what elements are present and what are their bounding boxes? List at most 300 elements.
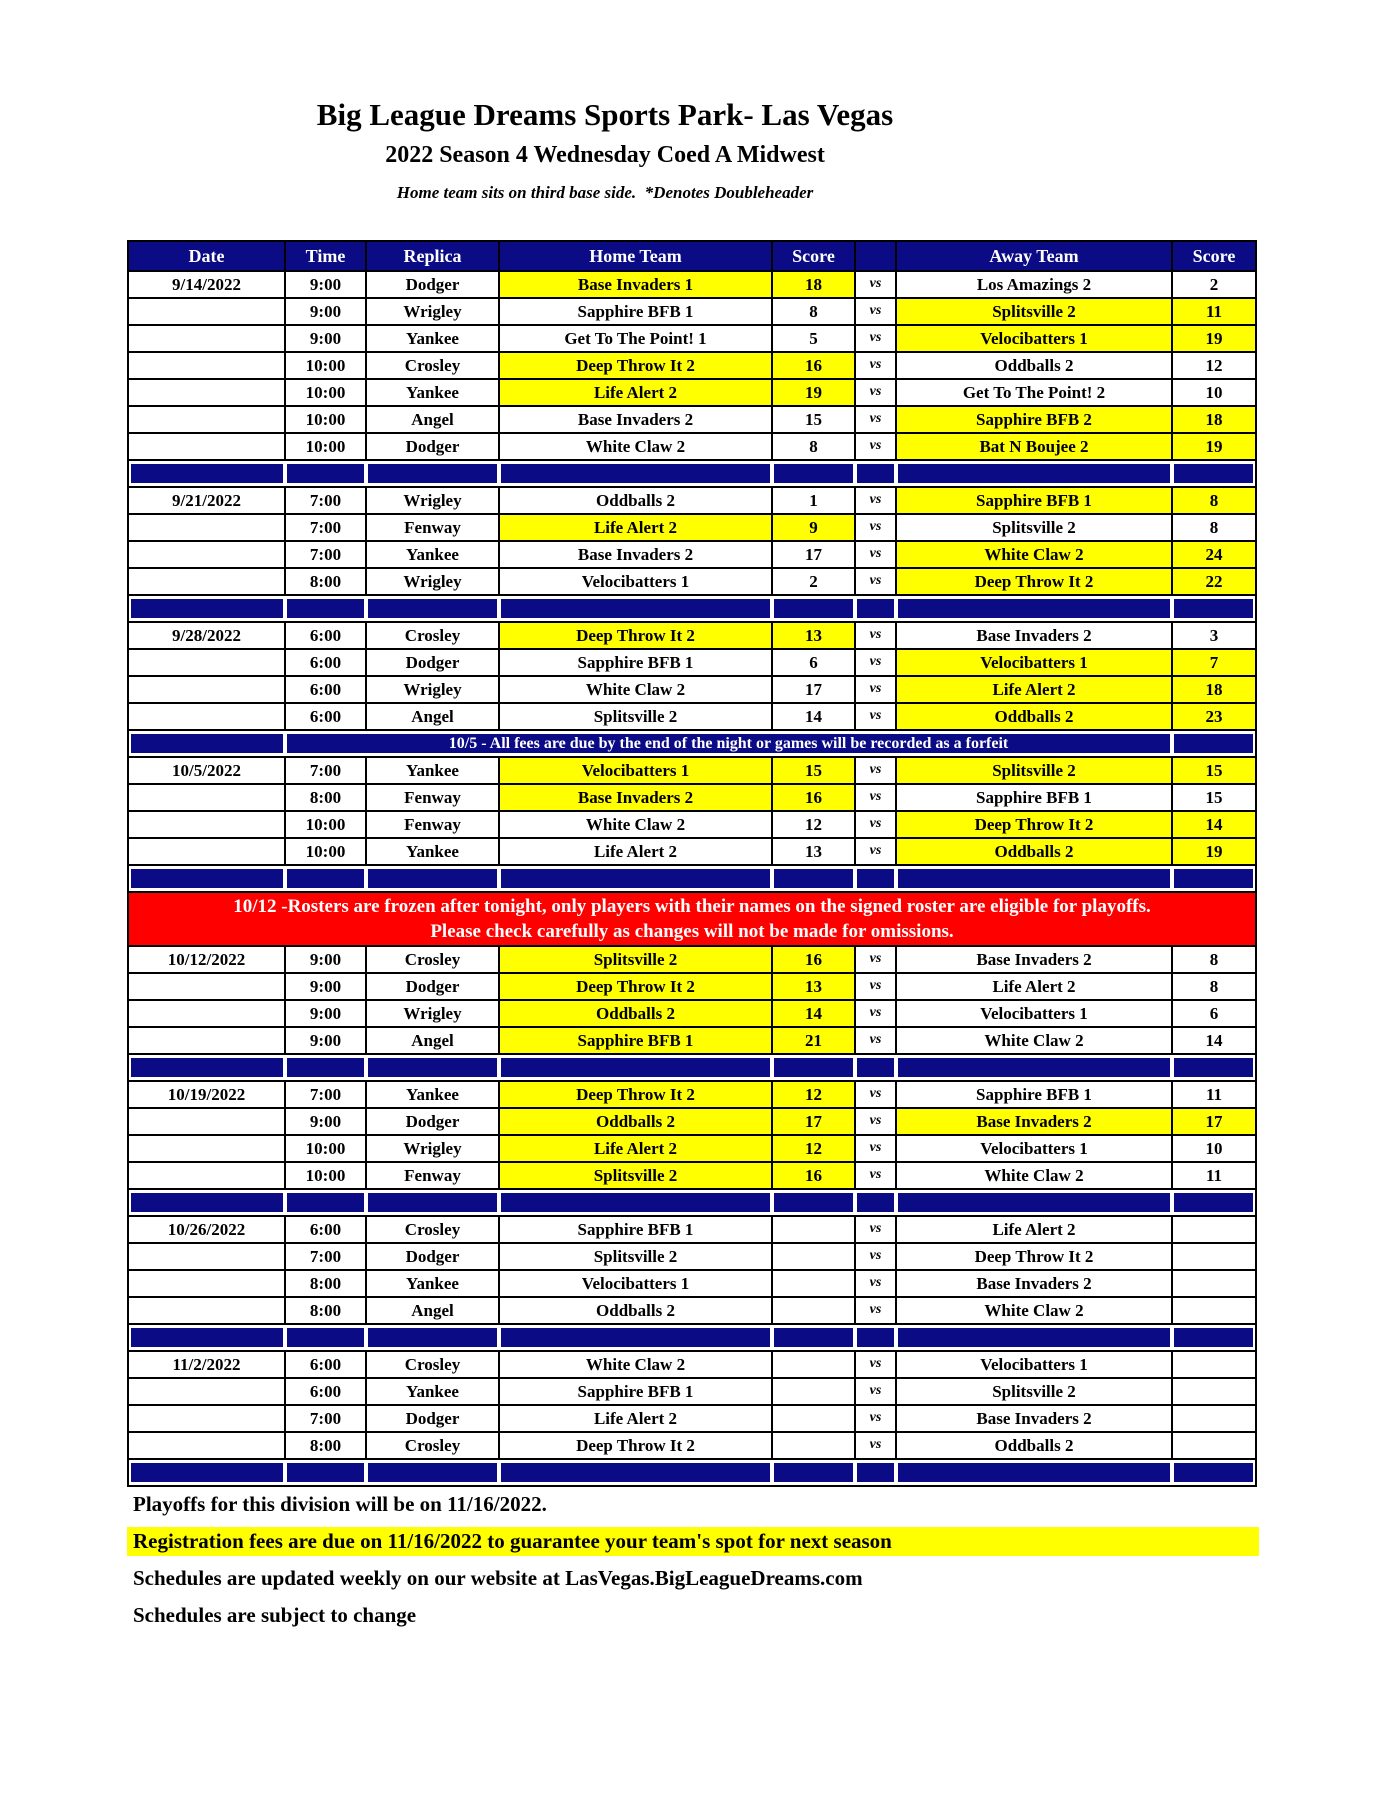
page-subtitle: 2022 Season 4 Wednesday Coed A Midwest: [385, 142, 825, 168]
separator-band: [898, 464, 1170, 483]
replica-cell: Wrigley: [366, 1135, 499, 1162]
separator-cell: [1172, 730, 1256, 757]
home-score-cell: 12: [772, 1081, 855, 1108]
separator-cell: [1172, 1459, 1256, 1486]
vs-label: vs: [855, 1081, 896, 1108]
away-score-cell: [1172, 1351, 1256, 1378]
website-note: Schedules are updated weekly on our website at LasVegas.BigLeagueDreams.com: [133, 1566, 863, 1590]
away-score-cell: [1172, 1405, 1256, 1432]
home-team-note: Home team sits on third base side. *Denotes Doubleheader: [396, 183, 814, 202]
replica-cell: Angel: [366, 1027, 499, 1054]
away-score-cell: 8: [1172, 487, 1256, 514]
home-score-cell: 13: [772, 622, 855, 649]
separator-band: [368, 464, 497, 483]
time-cell: 7:00: [285, 514, 366, 541]
separator-band: [774, 1328, 853, 1347]
away-score-cell: 11: [1172, 1081, 1256, 1108]
vs-label: vs: [855, 757, 896, 784]
date-cell: [128, 1000, 285, 1027]
separator-band: [501, 464, 770, 483]
date-cell: 9/14/2022: [128, 271, 285, 298]
away-score-cell: 11: [1172, 298, 1256, 325]
replica-cell: Yankee: [366, 541, 499, 568]
replica-cell: Yankee: [366, 1378, 499, 1405]
vs-label: vs: [855, 487, 896, 514]
vs-label: vs: [855, 973, 896, 1000]
home-team-cell: Splitsville 2: [499, 703, 772, 730]
game-row: [128, 703, 1256, 730]
separator-band: [857, 869, 894, 888]
away-score-cell: [1172, 1297, 1256, 1324]
separator-band: [1174, 869, 1253, 888]
time-cell: 10:00: [285, 838, 366, 865]
separator-band: [287, 1193, 364, 1212]
time-cell: 9:00: [285, 298, 366, 325]
home-score-cell: 16: [772, 784, 855, 811]
separator-cell: [896, 1324, 1172, 1351]
replica-cell: Fenway: [366, 1162, 499, 1189]
separator-band: [287, 599, 364, 618]
time-cell: 7:00: [285, 1081, 366, 1108]
separator-cell: [128, 1189, 285, 1216]
separator-cell: [855, 1459, 896, 1486]
away-score-cell: 15: [1172, 757, 1256, 784]
separator-band: [898, 1463, 1170, 1482]
separator-band: [898, 599, 1170, 618]
home-team-cell: White Claw 2: [499, 676, 772, 703]
vs-label: vs: [855, 1162, 896, 1189]
replica-cell: Crosley: [366, 946, 499, 973]
replica-cell: Dodger: [366, 1243, 499, 1270]
game-row: [128, 433, 1256, 460]
home-team-cell: Sapphire BFB 1: [499, 649, 772, 676]
column-header-date: Date: [128, 241, 285, 271]
home-team-cell: White Claw 2: [499, 1351, 772, 1378]
date-cell: 10/26/2022: [128, 1216, 285, 1243]
vs-label: vs: [855, 325, 896, 352]
away-team-cell: Base Invaders 2: [896, 1405, 1172, 1432]
date-cell: [128, 1135, 285, 1162]
home-team-cell: Splitsville 2: [499, 1243, 772, 1270]
replica-cell: Dodger: [366, 1405, 499, 1432]
replica-cell: Dodger: [366, 973, 499, 1000]
playoffs-note: Playoffs for this division will be on 11/16/2022.: [133, 1492, 547, 1516]
time-cell: 9:00: [285, 271, 366, 298]
away-score-cell: 10: [1172, 1135, 1256, 1162]
replica-cell: Yankee: [366, 757, 499, 784]
vs-label: vs: [855, 352, 896, 379]
separator-band: [857, 1328, 894, 1347]
date-cell: [128, 676, 285, 703]
time-cell: 6:00: [285, 703, 366, 730]
away-team-cell: Base Invaders 2: [896, 1108, 1172, 1135]
away-team-cell: Velocibatters 1: [896, 1135, 1172, 1162]
home-team-cell: Base Invaders 1: [499, 271, 772, 298]
separator-cell: [499, 460, 772, 487]
separator-cell: [366, 1189, 499, 1216]
game-row: [128, 379, 1256, 406]
column-header-vs: [855, 241, 896, 271]
away-score-cell: 14: [1172, 811, 1256, 838]
separator-band: [774, 1058, 853, 1077]
replica-cell: Wrigley: [366, 298, 499, 325]
away-team-cell: Los Amazings 2: [896, 271, 1172, 298]
vs-label: vs: [855, 271, 896, 298]
separator-band: [501, 1463, 770, 1482]
separator-cell: [772, 595, 855, 622]
home-score-cell: 14: [772, 703, 855, 730]
time-cell: 8:00: [285, 784, 366, 811]
separator-band: [287, 1328, 364, 1347]
away-score-cell: 10: [1172, 379, 1256, 406]
replica-cell: Yankee: [366, 379, 499, 406]
page-headings: [40, 98, 1170, 202]
date-cell: [128, 1270, 285, 1297]
separator-band: [857, 1058, 894, 1077]
separator-band: [368, 1058, 497, 1077]
away-score-cell: 18: [1172, 676, 1256, 703]
game-row: [128, 352, 1256, 379]
game-row: [128, 1378, 1256, 1405]
separator-band: [287, 1463, 364, 1482]
time-cell: 6:00: [285, 676, 366, 703]
separator-cell: [499, 595, 772, 622]
away-score-cell: 19: [1172, 325, 1256, 352]
time-cell: 6:00: [285, 1378, 366, 1405]
vs-label: vs: [855, 1270, 896, 1297]
replica-cell: Crosley: [366, 1432, 499, 1459]
home-team-cell: Velocibatters 1: [499, 757, 772, 784]
vs-label: vs: [855, 1378, 896, 1405]
home-team-cell: Sapphire BFB 1: [499, 1216, 772, 1243]
home-score-cell: 16: [772, 1162, 855, 1189]
separator-cell: [1172, 1324, 1256, 1351]
replica-cell: Fenway: [366, 784, 499, 811]
date-cell: [128, 1432, 285, 1459]
separator-cell: [499, 1189, 772, 1216]
time-cell: 7:00: [285, 757, 366, 784]
separator-cell: [285, 1459, 366, 1486]
date-cell: [128, 838, 285, 865]
separator-band: [857, 464, 894, 483]
home-score-cell: 12: [772, 811, 855, 838]
date-cell: [128, 298, 285, 325]
replica-cell: Wrigley: [366, 1000, 499, 1027]
separator-band: [131, 734, 283, 753]
replica-cell: Fenway: [366, 811, 499, 838]
separator-cell: [128, 1054, 285, 1081]
separator-cell: [128, 460, 285, 487]
separator-cell: [772, 1189, 855, 1216]
game-row: [128, 1027, 1256, 1054]
home-team-cell: Velocibatters 1: [499, 568, 772, 595]
separator-cell: [772, 865, 855, 892]
replica-cell: Yankee: [366, 1081, 499, 1108]
home-score-cell: 15: [772, 406, 855, 433]
separator-cell: [772, 460, 855, 487]
separator-row: [128, 1189, 1256, 1216]
away-score-cell: 24: [1172, 541, 1256, 568]
time-cell: 7:00: [285, 1243, 366, 1270]
column-header-home-team: Home Team: [499, 241, 772, 271]
home-team-cell: Life Alert 2: [499, 379, 772, 406]
separator-band: [1174, 464, 1253, 483]
separator-cell: [896, 1189, 1172, 1216]
separator-band: [1174, 1193, 1253, 1212]
away-team-cell: Sapphire BFB 2: [896, 406, 1172, 433]
game-row: [128, 622, 1256, 649]
notice-red-banner: [128, 892, 1256, 946]
vs-label: vs: [855, 811, 896, 838]
separator-cell: [1172, 460, 1256, 487]
home-score-cell: [772, 1378, 855, 1405]
date-cell: 9/21/2022: [128, 487, 285, 514]
date-cell: 10/5/2022: [128, 757, 285, 784]
separator-cell: [896, 1459, 1172, 1486]
separator-cell: [285, 1189, 366, 1216]
away-score-cell: 12: [1172, 352, 1256, 379]
separator-cell: [285, 865, 366, 892]
away-team-cell: Life Alert 2: [896, 973, 1172, 1000]
vs-label: vs: [855, 1351, 896, 1378]
game-row: [128, 1351, 1256, 1378]
separator-band: [774, 1463, 853, 1482]
column-header-home-score: Score: [772, 241, 855, 271]
replica-cell: Dodger: [366, 433, 499, 460]
date-cell: [128, 649, 285, 676]
away-score-cell: 6: [1172, 1000, 1256, 1027]
column-header-away-team: Away Team: [896, 241, 1172, 271]
separator-cell: [366, 460, 499, 487]
home-score-cell: 13: [772, 838, 855, 865]
column-header-time: Time: [285, 241, 366, 271]
game-row: [128, 757, 1256, 784]
away-team-cell: Sapphire BFB 1: [896, 1081, 1172, 1108]
home-score-cell: 1: [772, 487, 855, 514]
home-score-cell: [772, 1405, 855, 1432]
time-cell: 10:00: [285, 1135, 366, 1162]
date-cell: [128, 1405, 285, 1432]
game-row: [128, 838, 1256, 865]
home-team-cell: White Claw 2: [499, 811, 772, 838]
separator-band: [501, 869, 770, 888]
vs-label: vs: [855, 1297, 896, 1324]
separator-cell: [772, 1324, 855, 1351]
away-score-cell: 22: [1172, 568, 1256, 595]
home-score-cell: [772, 1243, 855, 1270]
away-team-cell: Sapphire BFB 1: [896, 487, 1172, 514]
date-cell: [128, 1243, 285, 1270]
separator-cell: [128, 595, 285, 622]
game-row: [128, 1162, 1256, 1189]
separator-band: [287, 869, 364, 888]
date-cell: [128, 973, 285, 1000]
replica-cell: Crosley: [366, 1351, 499, 1378]
time-cell: 10:00: [285, 1162, 366, 1189]
separator-band: [131, 1193, 283, 1212]
separator-cell: [1172, 865, 1256, 892]
home-score-cell: 18: [772, 271, 855, 298]
separator-cell: [128, 730, 285, 757]
game-row: [128, 1081, 1256, 1108]
separator-band: [898, 1193, 1170, 1212]
separator-band: [131, 1328, 283, 1347]
separator-band: [368, 1463, 497, 1482]
separator-cell: [285, 1324, 366, 1351]
separator-band: [898, 869, 1170, 888]
replica-cell: Fenway: [366, 514, 499, 541]
vs-label: vs: [855, 838, 896, 865]
separator-cell: [896, 595, 1172, 622]
home-team-cell: Oddballs 2: [499, 487, 772, 514]
separator-band: [1174, 1058, 1253, 1077]
away-team-cell: Splitsville 2: [896, 298, 1172, 325]
separator-cell: [128, 1459, 285, 1486]
vs-label: vs: [855, 433, 896, 460]
vs-label: vs: [855, 649, 896, 676]
home-score-cell: [772, 1432, 855, 1459]
vs-label: vs: [855, 1000, 896, 1027]
away-score-cell: [1172, 1270, 1256, 1297]
away-team-cell: Base Invaders 2: [896, 1270, 1172, 1297]
away-score-cell: 7: [1172, 649, 1256, 676]
separator-cell: [772, 1459, 855, 1486]
separator-band: [368, 1328, 497, 1347]
home-team-cell: Life Alert 2: [499, 838, 772, 865]
game-row: [128, 568, 1256, 595]
separator-cell: [499, 1459, 772, 1486]
away-score-cell: [1172, 1432, 1256, 1459]
separator-cell: [499, 1324, 772, 1351]
game-row: [128, 541, 1256, 568]
away-team-cell: Get To The Point! 2: [896, 379, 1172, 406]
away-team-cell: Velocibatters 1: [896, 649, 1172, 676]
separator-cell: [285, 460, 366, 487]
notice-blue-row: [128, 730, 1256, 757]
game-row: [128, 649, 1256, 676]
game-row: [128, 406, 1256, 433]
separator-band: [131, 464, 283, 483]
home-score-cell: 14: [772, 1000, 855, 1027]
vs-label: vs: [855, 1405, 896, 1432]
home-score-cell: 12: [772, 1135, 855, 1162]
home-team-cell: Deep Throw It 2: [499, 1081, 772, 1108]
home-score-cell: 17: [772, 541, 855, 568]
replica-cell: Crosley: [366, 622, 499, 649]
separator-band: [774, 1193, 853, 1212]
game-row: [128, 487, 1256, 514]
away-score-cell: 3: [1172, 622, 1256, 649]
home-score-cell: 2: [772, 568, 855, 595]
time-cell: 7:00: [285, 1405, 366, 1432]
away-team-cell: Sapphire BFB 1: [896, 784, 1172, 811]
date-cell: [128, 568, 285, 595]
away-score-cell: 8: [1172, 514, 1256, 541]
separator-band: [368, 1193, 497, 1212]
game-row: [128, 1135, 1256, 1162]
time-cell: 10:00: [285, 433, 366, 460]
game-row: [128, 1243, 1256, 1270]
time-cell: 8:00: [285, 1270, 366, 1297]
away-team-cell: Deep Throw It 2: [896, 811, 1172, 838]
home-score-cell: 19: [772, 379, 855, 406]
away-score-cell: 8: [1172, 946, 1256, 973]
replica-cell: Dodger: [366, 649, 499, 676]
date-cell: [128, 406, 285, 433]
game-row: [128, 946, 1256, 973]
column-header-replica: Replica: [366, 241, 499, 271]
separator-cell: [855, 1324, 896, 1351]
date-cell: [128, 352, 285, 379]
time-cell: 6:00: [285, 1351, 366, 1378]
separator-band: [501, 1193, 770, 1212]
separator-band: [857, 1193, 894, 1212]
game-row: [128, 811, 1256, 838]
home-score-cell: 17: [772, 676, 855, 703]
game-row: [128, 1000, 1256, 1027]
schedule-table: [127, 240, 1257, 1487]
game-row: [128, 973, 1256, 1000]
separator-cell: [855, 1054, 896, 1081]
separator-band: [368, 599, 497, 618]
page-footer: [127, 1490, 1259, 1638]
date-cell: 10/12/2022: [128, 946, 285, 973]
home-score-cell: 8: [772, 433, 855, 460]
home-score-cell: [772, 1297, 855, 1324]
game-row: [128, 1432, 1256, 1459]
away-score-cell: [1172, 1216, 1256, 1243]
time-cell: 6:00: [285, 622, 366, 649]
game-row: [128, 271, 1256, 298]
time-cell: 9:00: [285, 325, 366, 352]
separator-band: [501, 1328, 770, 1347]
vs-label: vs: [855, 514, 896, 541]
page-title: Big League Dreams Sports Park- Las Vegas: [316, 97, 894, 132]
time-cell: 7:00: [285, 541, 366, 568]
time-cell: 9:00: [285, 1027, 366, 1054]
away-team-cell: Base Invaders 2: [896, 622, 1172, 649]
away-team-cell: Bat N Boujee 2: [896, 433, 1172, 460]
away-team-cell: Oddballs 2: [896, 838, 1172, 865]
home-score-cell: 21: [772, 1027, 855, 1054]
home-team-cell: Splitsville 2: [499, 1162, 772, 1189]
home-score-cell: 6: [772, 649, 855, 676]
separator-row: [128, 460, 1256, 487]
away-score-cell: [1172, 1243, 1256, 1270]
date-cell: 10/19/2022: [128, 1081, 285, 1108]
separator-band: [898, 1328, 1170, 1347]
replica-cell: Crosley: [366, 1216, 499, 1243]
separator-band: [774, 599, 853, 618]
separator-cell: [366, 595, 499, 622]
separator-band: [501, 1058, 770, 1077]
separator-band: [1174, 599, 1253, 618]
home-team-cell: White Claw 2: [499, 433, 772, 460]
home-score-cell: 16: [772, 352, 855, 379]
separator-band: [1174, 1463, 1253, 1482]
away-score-cell: 14: [1172, 1027, 1256, 1054]
date-cell: [128, 784, 285, 811]
away-score-cell: 19: [1172, 433, 1256, 460]
separator-row: [128, 865, 1256, 892]
home-score-cell: 13: [772, 973, 855, 1000]
game-row: [128, 1405, 1256, 1432]
home-team-cell: Oddballs 2: [499, 1297, 772, 1324]
date-cell: [128, 541, 285, 568]
away-score-cell: 2: [1172, 271, 1256, 298]
home-team-cell: Life Alert 2: [499, 514, 772, 541]
separator-cell: [855, 595, 896, 622]
